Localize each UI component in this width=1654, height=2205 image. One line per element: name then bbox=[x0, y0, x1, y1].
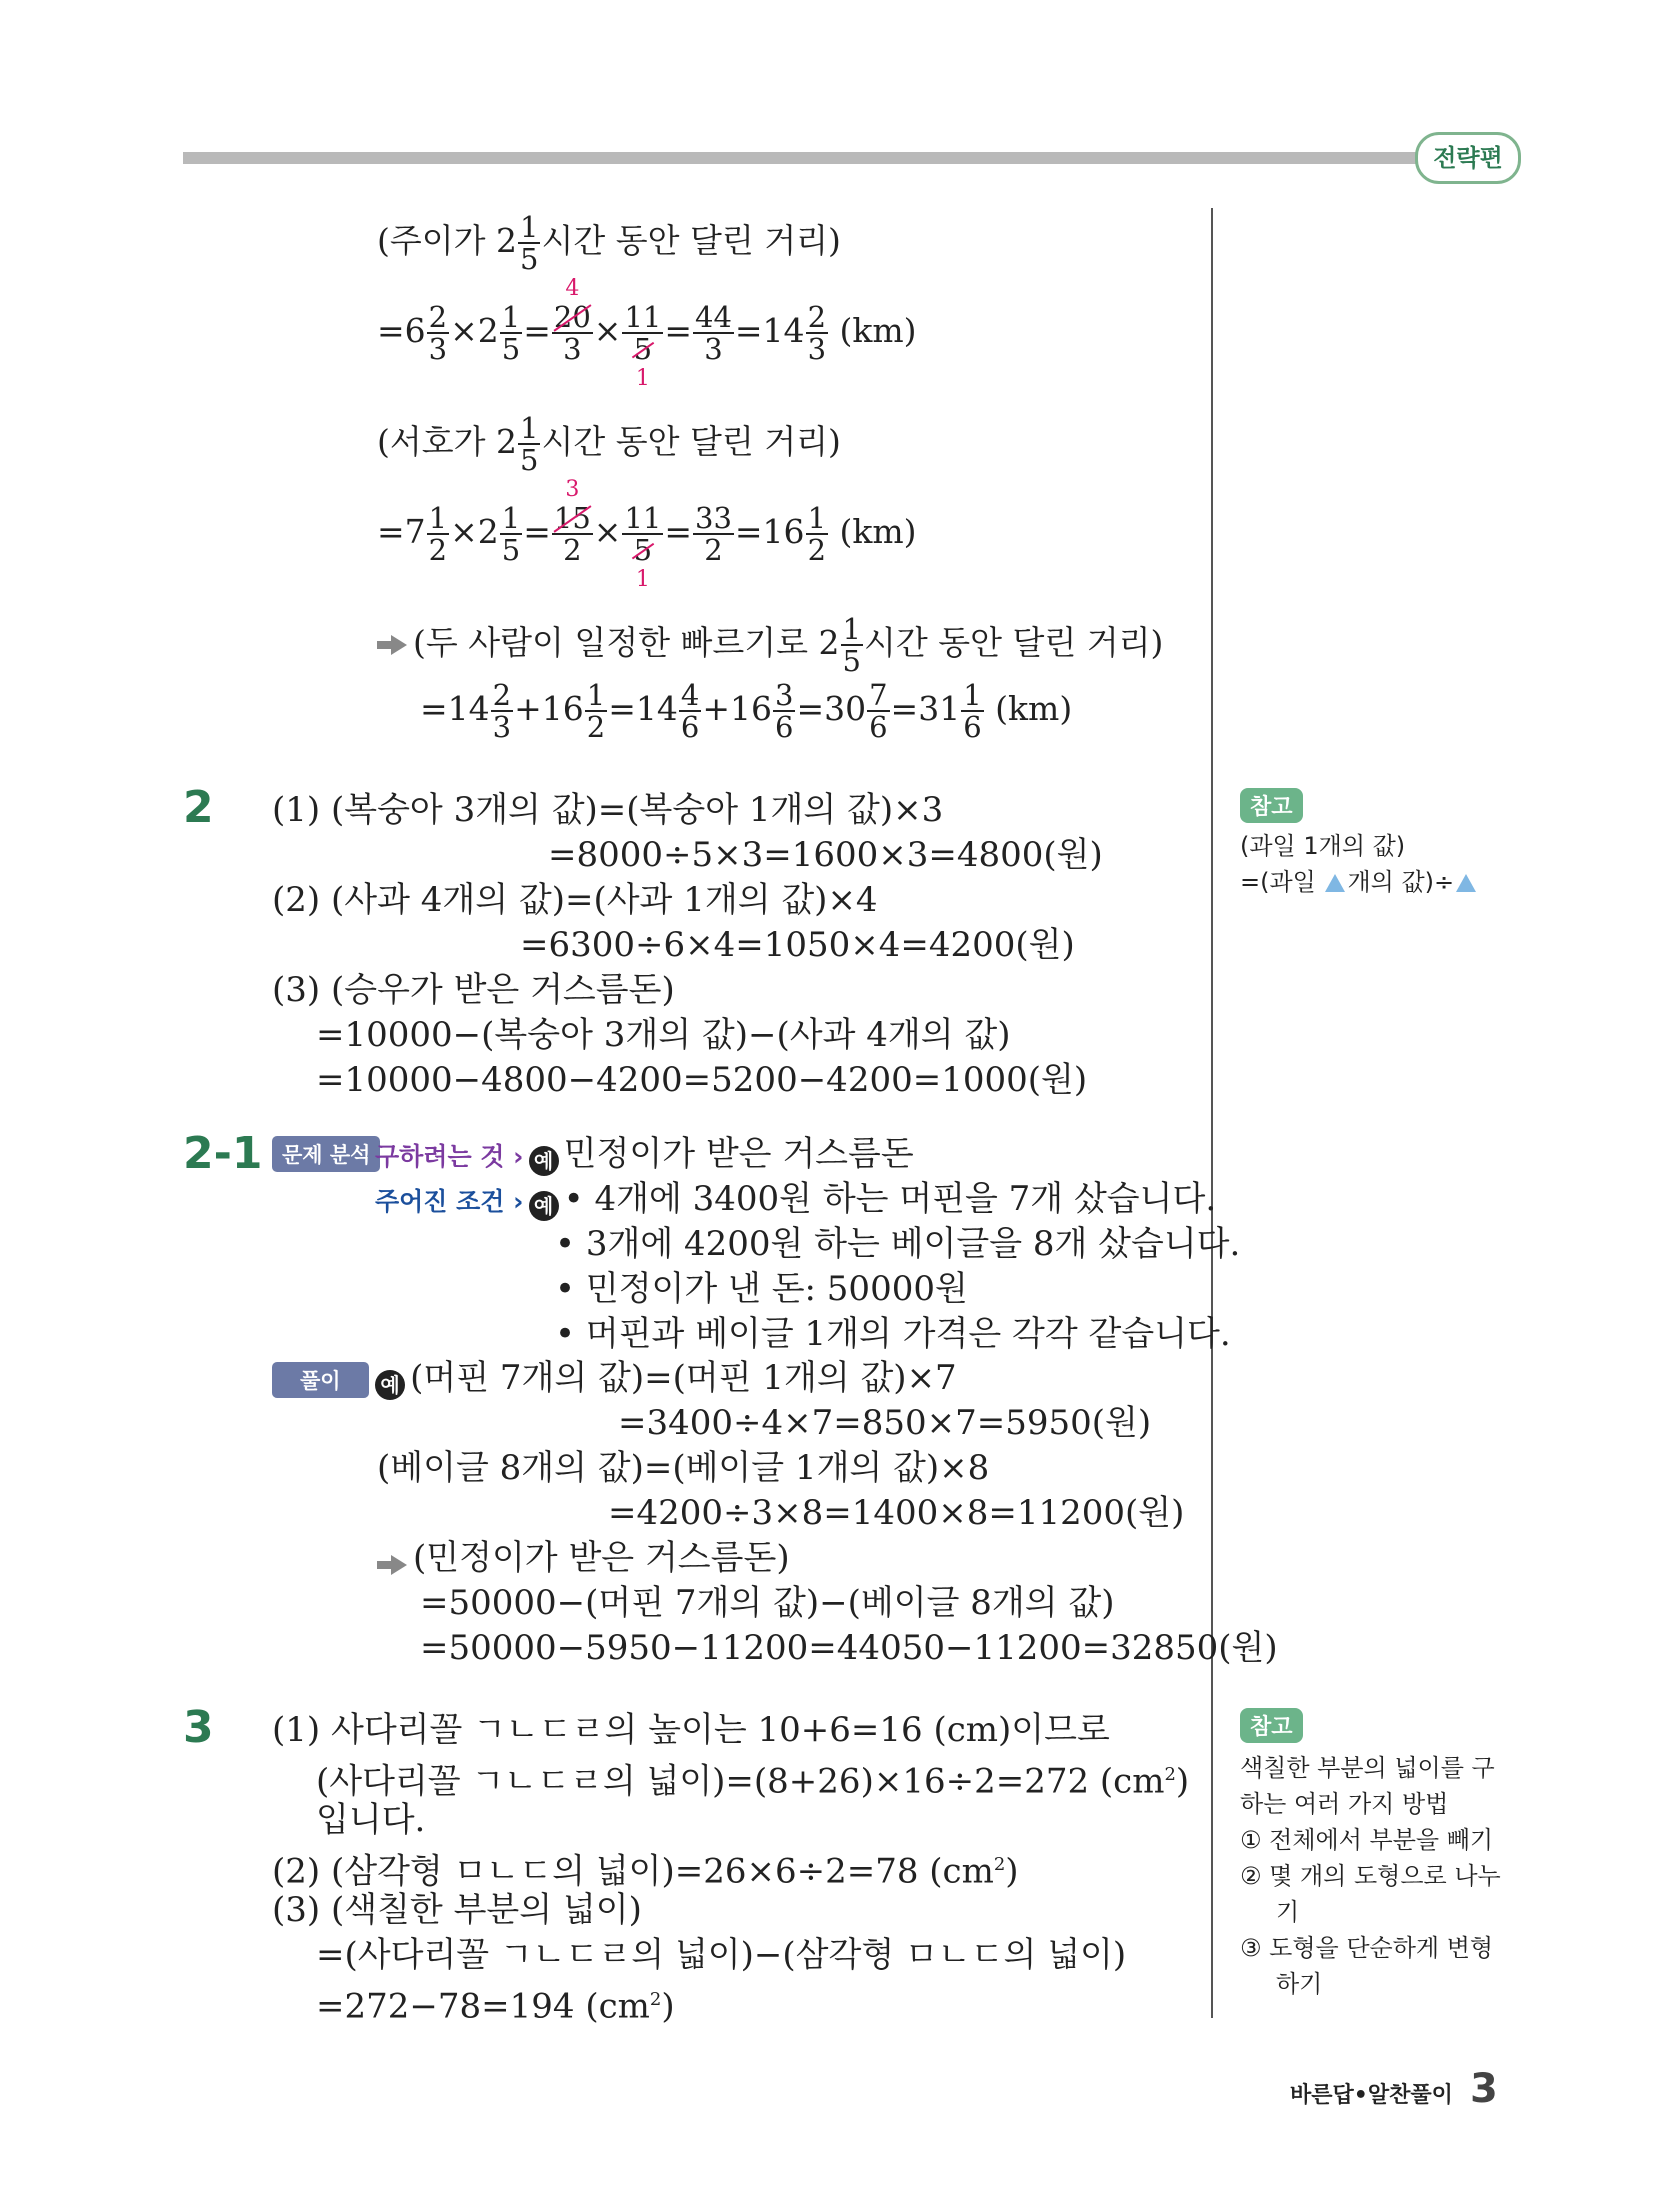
side-note-1-line-2: =(과일 개의 값)÷ bbox=[1240, 864, 1478, 900]
top-equation-3: =14 $\frac{2}{3}$ +16 $\frac{1}{2}$ =14 $\frac{4}{6}$ +16 $\frac{3}{6}$ =30 $\frac{7}{6}$ =31 $\frac{1}{6}$ (km) bbox=[420, 678, 1073, 744]
triangle-icon bbox=[1325, 874, 1345, 892]
page-number: 3 bbox=[1470, 2066, 1498, 2112]
side-note-2-line-2: 하는 여러 가지 방법 bbox=[1240, 1790, 1449, 1818]
solution-line-7: =50000−5950−11200=44050−11200=32850(원) bbox=[420, 1628, 1278, 1668]
side-note-1-line-1: (과일 1개의 값) bbox=[1240, 832, 1406, 860]
top-equation-1: =6 $\frac{2}{3}$ ×2 $\frac{1}{5}$ = 4 20 3 × 11 5 1 = $\frac{44}{3}$ =14 $\frac{2}{3}$ (km) bbox=[377, 276, 917, 391]
note-badge: 참고 bbox=[1240, 1708, 1303, 1743]
question-number-3: 3 bbox=[183, 1702, 214, 1753]
side-note-1 bbox=[1240, 788, 1303, 823]
question-number-2: 2 bbox=[183, 782, 214, 833]
solution-line-3: (베이글 8개의 값)=(베이글 1개의 값)×8 bbox=[377, 1448, 990, 1488]
condition-2: • 3개에 4200원 하는 베이글을 8개 샀습니다. bbox=[555, 1224, 1241, 1264]
side-note-2-line-1: 색칠한 부분의 넓이를 구 bbox=[1240, 1754, 1495, 1782]
condition-4: • 머핀과 베이글 1개의 가격은 각각 같습니다. bbox=[555, 1314, 1231, 1354]
header-rule bbox=[183, 152, 1423, 164]
condition-3: • 민정이가 낸 돈: 50000원 bbox=[555, 1269, 968, 1309]
solution-line-2: =3400÷4×7=850×7=5950(원) bbox=[618, 1403, 1152, 1443]
example-icon: 예 bbox=[529, 1146, 559, 1176]
side-note-2-line-6: ③ 도형을 단순하게 변형 bbox=[1240, 1934, 1494, 1962]
footer-label: 바른답•알찬풀이 bbox=[1290, 2083, 1453, 2108]
q3-line-7: =272−78=194 $(cm^2)$ bbox=[316, 1986, 675, 2027]
q3-line-2: (사다리꼴 ㄱㄴㄷㄹ의 넓이)=(8+26)×16÷2=272 $(cm^2)$ bbox=[316, 1761, 1190, 1802]
column-divider bbox=[1211, 208, 1213, 2018]
triangle-icon bbox=[1456, 874, 1476, 892]
solution-line-4: =4200÷3×8=1400×8=11200(원) bbox=[608, 1493, 1185, 1533]
q2-line-6: =10000−(복숭아 3개의 값)−(사과 4개의 값) bbox=[316, 1015, 1011, 1055]
example-icon: 예 bbox=[529, 1191, 559, 1221]
note-badge: 참고 bbox=[1240, 788, 1303, 823]
top-line-5: (두 사람이 일정한 빠르기로 2 $\frac{1}{5}$ 시간 동안 달린 거리) bbox=[377, 614, 1163, 676]
top-line-1: (주이가 2 $\frac{1}{5}$ 시간 동안 달린 거리) bbox=[377, 210, 841, 276]
q2-line-3: (2) (사과 4개의 값)=(사과 1개의 값)×4 bbox=[272, 880, 878, 920]
side-note-2-line-7: 하기 bbox=[1276, 1970, 1323, 1998]
side-note-2-line-4: ② 몇 개의 도형으로 나누 bbox=[1240, 1862, 1501, 1890]
side-note-2-line-5: 기 bbox=[1276, 1898, 1300, 1926]
question-number-2-1: 2-1 bbox=[183, 1128, 263, 1179]
q2-line-1: (1) (복숭아 3개의 값)=(복숭아 1개의 값)×3 bbox=[272, 790, 944, 830]
arrow-right-icon bbox=[377, 635, 407, 655]
solution-line-6: =50000−(머핀 7개의 값)−(베이글 8개의 값) bbox=[420, 1583, 1115, 1623]
solution-line-1: 예 (머핀 7개의 값)=(머핀 1개의 값)×7 bbox=[375, 1356, 957, 1400]
solution-line-5: (민정이가 받은 거스름돈) bbox=[377, 1536, 790, 1580]
goal-line: 구하려는 것 › 예 민정이가 받은 거스름돈 bbox=[375, 1134, 914, 1174]
arrow-right-icon bbox=[377, 1555, 407, 1575]
q3-line-3: 입니다. bbox=[316, 1800, 426, 1840]
side-note-2 bbox=[1240, 1708, 1303, 1743]
section-tag: 전략편 bbox=[1415, 132, 1521, 184]
condition-line: 주어진 조건 › 예 • 4개에 3400원 하는 머핀을 7개 샀습니다. bbox=[375, 1179, 1217, 1219]
q2-line-2: =8000÷5×3=1600×3=4800(원) bbox=[548, 835, 1103, 875]
q2-line-7: =10000−4800−4200=5200−4200=1000(원) bbox=[316, 1060, 1088, 1100]
analysis-badge: 문제 분석 bbox=[272, 1136, 380, 1172]
solution-badge: 풀이 bbox=[272, 1362, 369, 1398]
example-icon: 예 bbox=[375, 1370, 405, 1400]
q2-line-4: =6300÷6×4=1050×4=4200(원) bbox=[520, 925, 1075, 965]
top-equation-2: =7 $\frac{1}{2}$ ×2 $\frac{1}{5}$ = 3 15 2 × 11 5 1 = $\frac{33}{2}$ =16 $\frac{1}{2}$ (km) bbox=[377, 477, 917, 592]
q2-line-5: (3) (승우가 받은 거스름돈) bbox=[272, 970, 675, 1010]
top-line-3: (서호가 2 $\frac{1}{5}$ 시간 동안 달린 거리) bbox=[377, 411, 841, 477]
q3-line-1: (1) 사다리꼴 ㄱㄴㄷㄹ의 높이는 10+6=16 (cm)이므로 bbox=[272, 1710, 1110, 1750]
q3-line-5: (3) (색칠한 부분의 넓이) bbox=[272, 1890, 642, 1930]
q3-line-6: =(사다리꼴 ㄱㄴㄷㄹ의 넓이)−(삼각형 ㅁㄴㄷ의 넓이) bbox=[316, 1935, 1127, 1975]
q3-line-4: (2) (삼각형 ㅁㄴㄷ의 넓이)=26×6÷2=78 $(cm^2)$ bbox=[272, 1851, 1019, 1892]
side-note-2-line-3: ① 전체에서 부분을 빼기 bbox=[1240, 1826, 1494, 1854]
